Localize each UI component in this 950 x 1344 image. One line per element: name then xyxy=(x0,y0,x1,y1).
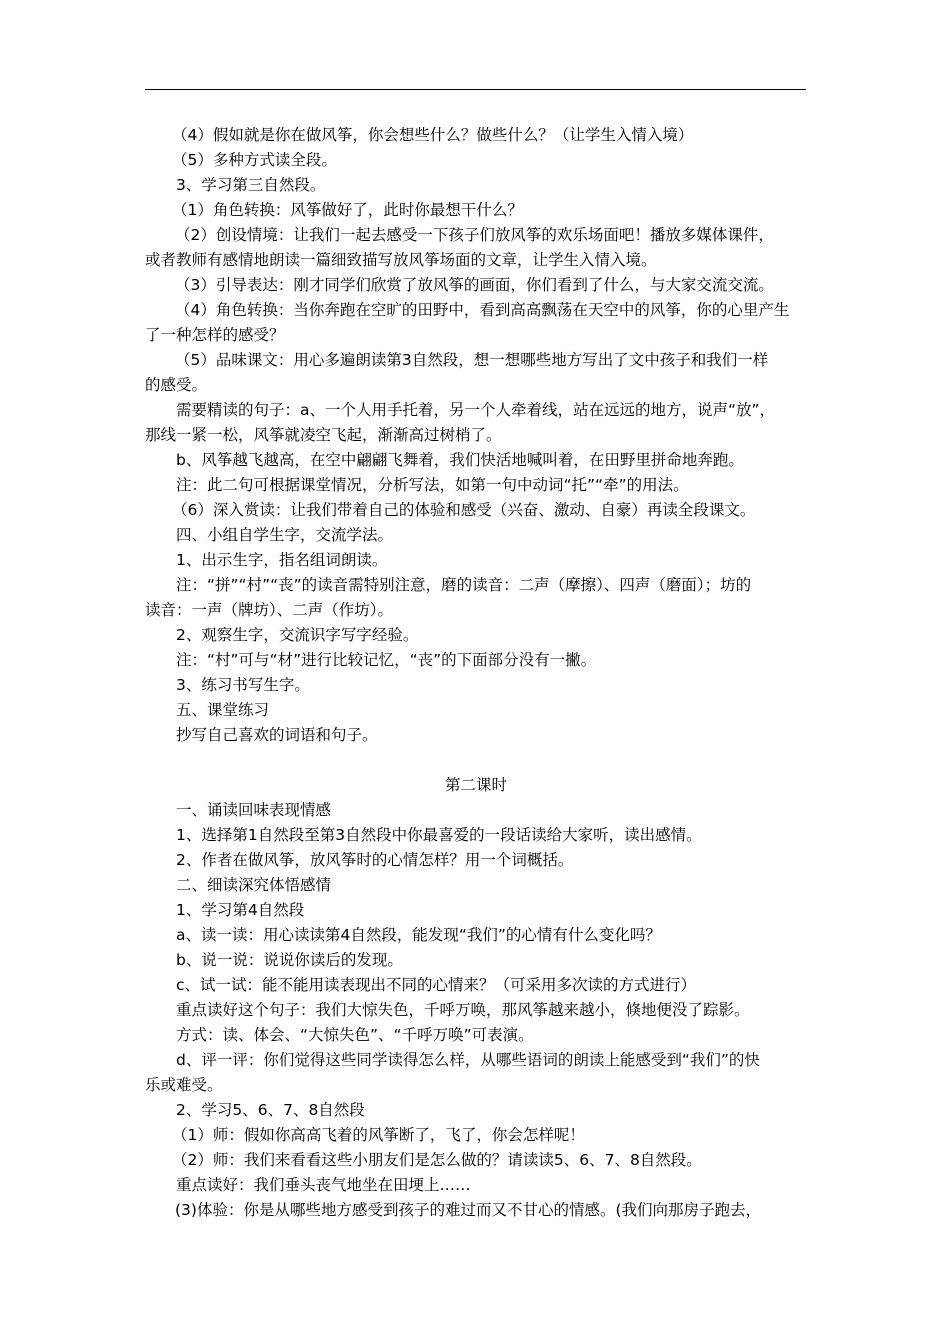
text-line: 四、小组自学生字，交流学法。 xyxy=(176,526,394,544)
document-body xyxy=(145,123,807,1223)
blank-line xyxy=(145,748,807,773)
text-line: b、风筝越飞越高，在空中翩翩飞舞着，我们快活地喊叫着，在田野里拼命地奔跑。 xyxy=(176,451,744,469)
text-line: d、评一评：你们觉得这些同学读得怎么样，从哪些语词的朗读上能感受到“我们”的快 xyxy=(176,1051,760,1069)
text-line: 2、观察生字，交流识字写字经验。 xyxy=(176,626,419,644)
text-line: 那线一紧一松，风筝就凌空飞起，渐渐高过树梢了。 xyxy=(145,426,502,444)
text-line: 或者教师有感情地朗读一篇细致描写放风筝场面的文章，让学生入情入境。 xyxy=(145,251,657,269)
text-line: （1）师：假如你高高飞着的风筝断了，飞了，你会怎样呢！ xyxy=(172,1126,585,1144)
text-line: （4）假如就是你在做风筝，你会想些什么？做些什么？（让学生入情入境） xyxy=(172,126,694,144)
header-rule xyxy=(145,89,806,90)
text-line: 方式：读、体会、“大惊失色”、“千呼万唤”可表演。 xyxy=(176,1026,534,1044)
text-line: （5）品味课文：用心多遍朗读第3自然段，想一想哪些地方写出了文中孩子和我们一样 xyxy=(175,351,769,369)
text-line: （6）深入赏读：让我们带着自己的体验和感受（兴奋、激动、自豪）再读全段课文。 xyxy=(172,501,756,519)
text-line: 需要精读的句子：a、一个人用手托着，另一个人牵着线，站在远远的地方，说声“放”， xyxy=(176,401,776,419)
text-line: 1、学习第4自然段 xyxy=(176,901,305,919)
text-line: 注：此二句可根据课堂情况，分析写法，如第一句中动词“托”“牵”的用法。 xyxy=(176,476,689,494)
text-line: （1）角色转换：风筝做好了，此时你最想干什么？ xyxy=(172,201,523,219)
text-line: 3、练习书写生字。 xyxy=(176,676,310,694)
text-line: 一、诵读回味表现情感 xyxy=(176,801,332,819)
text-line: b、说一说：说说你读后的发现。 xyxy=(176,951,403,969)
text-line: 的感受。 xyxy=(145,376,208,394)
text-line: （2）创设情境：让我们一起去感受一下孩子们放风筝的欢乐场面吧！播放多媒体课件， xyxy=(175,226,774,244)
text-line: 3、学习第三自然段。 xyxy=(176,176,326,194)
text-line: 注：“村”可与“材”进行比较记忆，“丧”的下面部分没有一撇。 xyxy=(176,651,597,669)
text-line: 重点读好这个句子：我们大惊失色，千呼万唤，那风筝越来越小，倏地便没了踪影。 xyxy=(176,1001,750,1019)
text-line: 了一种怎样的感受？ xyxy=(145,326,285,344)
text-line: (3)体验：你是从哪些地方感受到孩子的难过而又不甘心的情感。(我们向那房子跑去， xyxy=(175,1201,762,1219)
text-line: 1、选择第1自然段至第3自然段中你最喜爱的一段话读给大家听，读出感情。 xyxy=(176,826,702,844)
text-line: 二、细读深究体悟感情 xyxy=(176,876,332,894)
text-line: （2）师：我们来看看这些小朋友们是怎么做的？请读读5、6、7、8自然段。 xyxy=(172,1151,702,1169)
text-line: 重点读好：我们垂头丧气地坐在田埂上…… xyxy=(176,1176,471,1194)
text-line: （5）多种方式读全段。 xyxy=(172,151,337,169)
text-line: （3）引导表达：刚才同学们欣赏了放风筝的画面，你们看到了什么，与大家交流交流。 xyxy=(175,276,774,294)
text-line: 1、出示生字，指名组词朗读。 xyxy=(176,551,388,569)
text-line: 2、学习5、6、7、8自然段 xyxy=(176,1101,365,1119)
section-title: 第二课时 xyxy=(444,776,507,794)
text-line: 读音：一声（牌坊）、二声（作坊）。 xyxy=(145,601,394,619)
text-line: c、试一试：能不能用读表现出不同的心情来？（可采用多次读的方式进行） xyxy=(176,976,697,994)
text-line: （4）角色转换：当你奔跑在空旷的田野中，看到高高飘荡在天空中的风筝，你的心里产生 xyxy=(175,301,790,319)
text-line: 乐或难受。 xyxy=(145,1076,223,1094)
text-line: 注：“拼”“村”“丧”的读音需特别注意，磨的读音：二声（摩擦）、四声（磨面）；坊的 xyxy=(176,576,752,594)
text-line: a、读一读：用心读读第4自然段，能发现“我们”的心情有什么变化吗？ xyxy=(176,926,661,944)
text-line: 五、课堂练习 xyxy=(176,701,270,719)
text-line: 抄写自己喜欢的词语和句子。 xyxy=(176,726,378,744)
text-line: 2、作者在做风筝，放风筝时的心情怎样？用一个词概括。 xyxy=(176,851,574,869)
